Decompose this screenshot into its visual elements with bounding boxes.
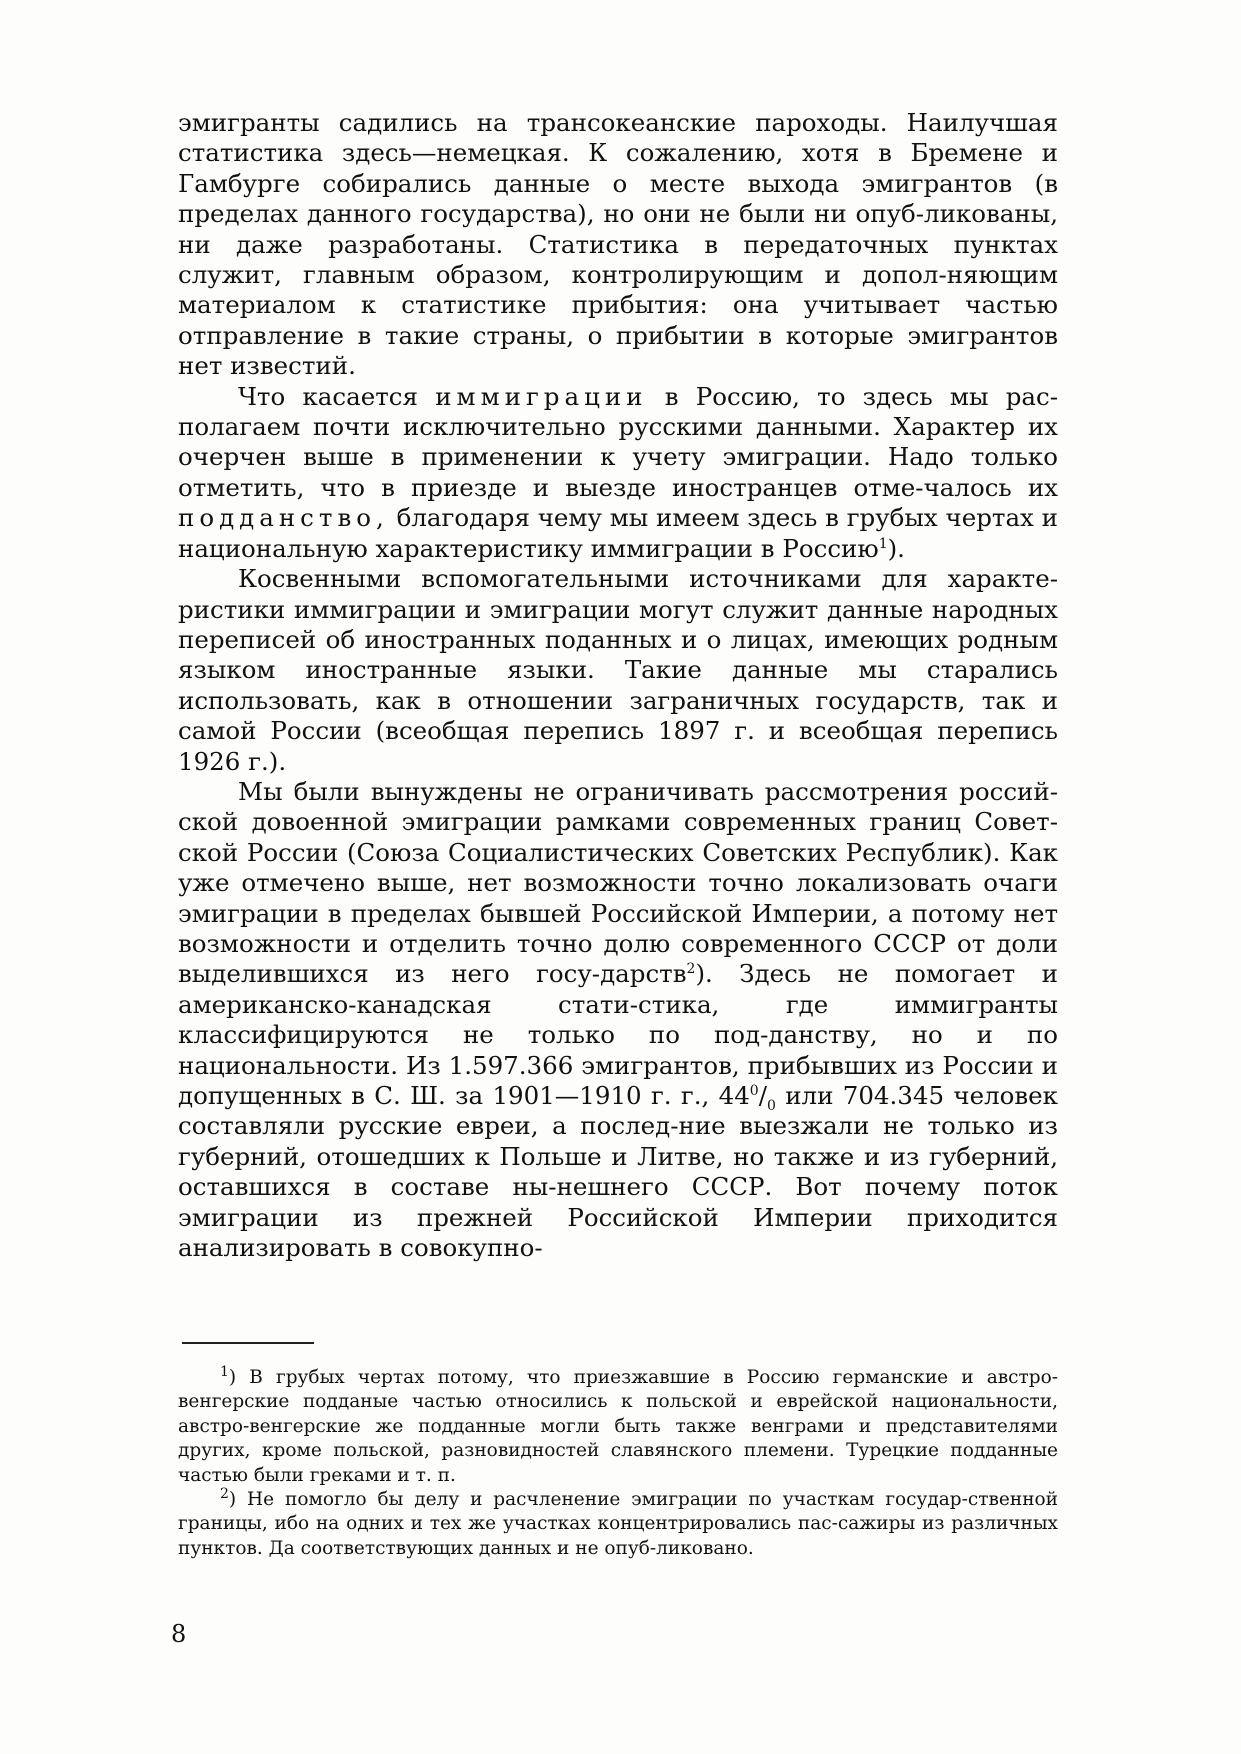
footnote-marker: 1 — [220, 1363, 229, 1380]
paragraph — [178, 777, 1058, 1264]
text-run: эмигранты садились на трансокеанские пароходы. Наилучшая статистика здесь—немецкая. К сожалению, хотя в Бремене и Гамбурге собирались данные о месте выхода эмигрантов (в пределах данного государства), но они не были ни опуб-ликованы, ни даже разработаны. Статистика в передаточных пунктах служит, главным образом, контролирующим и допол-няющим материалом к статистике прибытия: она учитывает частью отправление в такие страны, о прибытии в которые эмигрантов нет известий. — [178, 108, 1058, 381]
text-run: ). — [887, 533, 905, 563]
spaced-emphasis: иммиграции — [435, 381, 648, 411]
main-text — [178, 108, 1058, 1263]
subscript: 0 — [766, 1097, 776, 1114]
page-number: 8 — [171, 1620, 187, 1648]
body-text — [178, 108, 1058, 1263]
paragraph — [178, 108, 1058, 382]
footnote-text: ) В грубых чертах потому, что приезжавшие в Россию германские и австро-венгерские подданые частью относились к польской и еврейской национальности, австро-венгерские же подданные могли быть также венграми и представителями других, кроме польской, разновидностей славянского племени. Турецкие подданные частью были греками и т. п. — [178, 1367, 1058, 1486]
superscript: 0 — [749, 1082, 759, 1099]
footnote — [178, 1485, 1058, 1561]
paragraph — [178, 382, 1058, 564]
footnotes — [178, 1363, 1058, 1561]
footnote-text: ) Не помогло бы делу и расчленение эмиграции по участкам государ-ственной границы, ибо на одних и тех же участках концентрировались пас-сажиры из различных пунктов. Да соответствующих данных и не опуб-ликовано. — [178, 1489, 1058, 1559]
text-run: Что касается — [238, 381, 436, 411]
text-run: Косвенными вспомогательными источниками для характе-ристики иммиграции и эмиграции могут служит данные народных переписей об иностранных поданных и о лицах, имеющих родным языком иностранные языки. Такие данные мы старались использовать, как в отношении заграничных государств, так и самой России (всеобщая перепись 1897 г. и всеобщая перепись 1926 г.). — [178, 564, 1058, 776]
footnote — [178, 1363, 1058, 1488]
superscript: 1 — [878, 535, 888, 552]
superscript: 2 — [686, 961, 696, 978]
paragraph — [178, 564, 1058, 777]
text-run: благодаря чему мы имеем здесь в грубых чертах и национальную характеристику иммиграции в Россию — [178, 503, 1058, 563]
text-run: Мы были вынуждены не ограничивать рассмотрения россий-ской довоенной эмиграции рамками современных границ Совет-ской России (Союза Социалистических Советских Республик). Как уже отмечено выше, нет возможности точно локализовать очаги эмиграции в пределах бывшей Российской Империи, а потому нет возможности и отделить точно долю современного СССР от доли выделившихся из него госу-дарств — [178, 776, 1058, 989]
text-run: или 704.345 человек составляли русские евреи, а послед-ние выезжали не только из губерний, отошедших к Польше и Литве, но также и из губерний, оставшихся в составе ны-нешнего СССР. Вот почему поток эмиграции из прежней Российской Империи приходится анализировать в совокупно- — [178, 1081, 1058, 1263]
text-run: / — [758, 1081, 767, 1110]
spaced-emphasis: подданство, — [178, 503, 389, 533]
footnote-divider — [182, 1342, 314, 1344]
text-run: ). Здесь не помогает и американско-канадская стати-стика, где иммигранты классифицируются не только по под-данству, но и по национальности. Из 1.597.366 эмигрантов, прибывших из России и допущенных в С. Ш. за 1901—1910 г. г., 44 — [178, 959, 1058, 1110]
text-run: в Россию, то здесь мы рас-полагаем почти исключительно русскими данными. Характер их очерчен выше в применении к учету эмиграции. Надо только отметить, что в приезде и выезде иностранцев отме-чалось их — [178, 381, 1059, 502]
footnote-marker: 2 — [220, 1485, 229, 1502]
